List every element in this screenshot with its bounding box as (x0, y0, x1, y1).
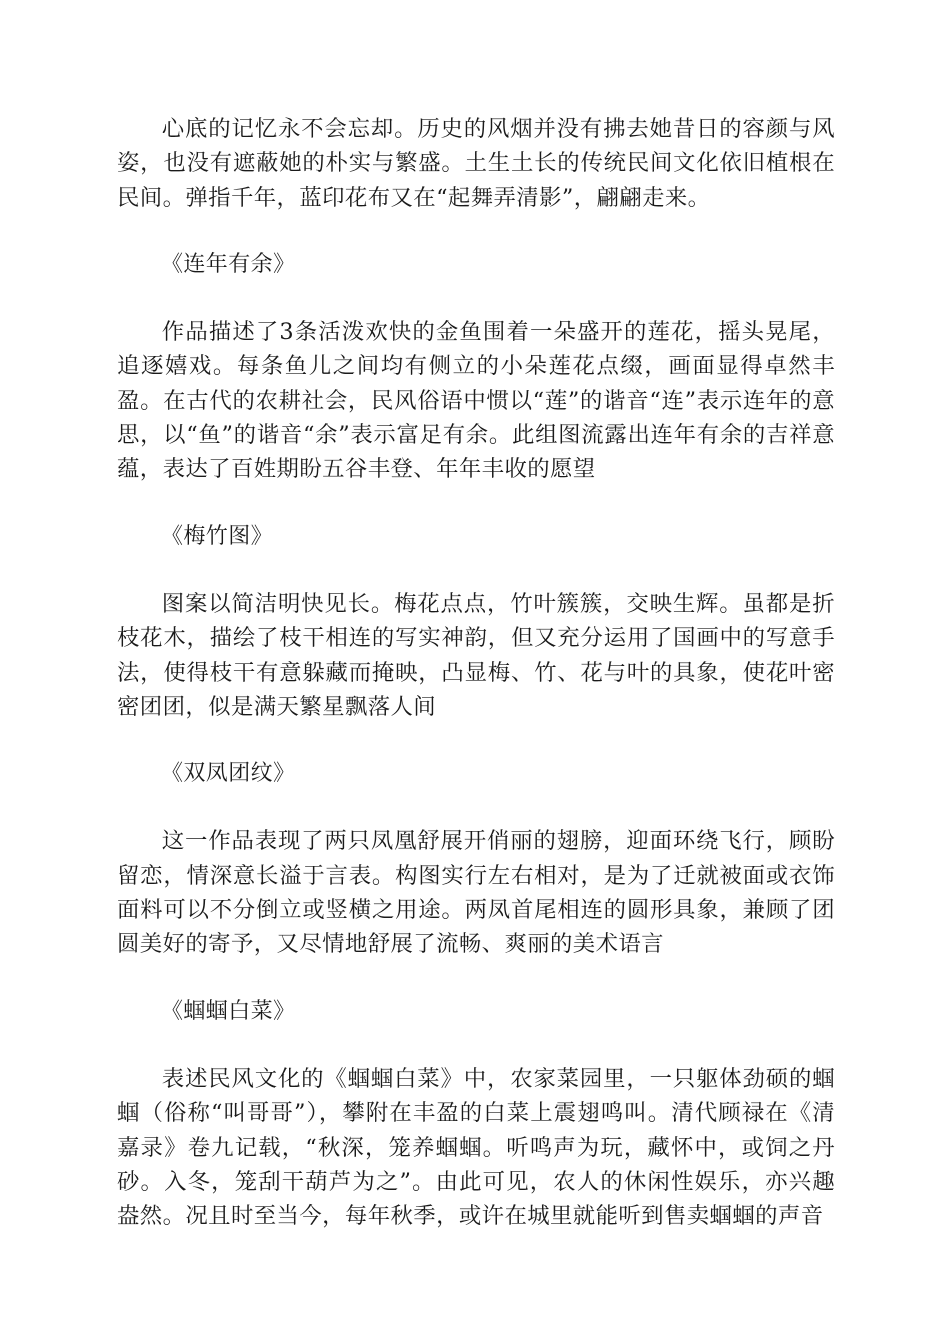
section-heading-meizhu: 《梅竹图》 (161, 523, 274, 549)
paragraph-meizhu: 图案以简洁明快见长。梅花点点，竹叶簇簇，交映生辉。虽都是折枝花木，描绘了枝干相连的写实神韵，但又充分运用了国画中的写意手法，使得枝干有意躲藏而掩映，凸显梅、竹、花与叶的具象，使花叶密密团团，似是满天繁星飘落人间 (117, 590, 835, 720)
section-heading-lianian: 《连年有余》 (161, 251, 296, 277)
paragraph-guoguo: 表述民风文化的《蝈蝈白菜》中，农家菜园里，一只躯体劲硕的蝈蝈（俗称“叫哥哥”），攀附在丰盈的白菜上震翅鸣叫。清代顾禄在《清嘉录》卷九记载，“秋深，笼养蝈蝈。听鸣声为玩，藏怀中，或饲之丹砂。入冬，笼刮干葫芦为之”。由此可见，农人的休闲性娱乐，亦兴趣盎然。况且时至当今，每年秋季，或许在城里就能听到售卖蝈蝈的声音 (117, 1065, 835, 1230)
paragraph-lianian: 作品描述了3条活泼欢快的金鱼围着一朵盛开的莲花，摇头晃尾，追逐嬉戏。每条鱼儿之间均有侧立的小朵莲花点缀，画面显得卓然丰盈。在古代的农耕社会，民风俗语中惯以“莲”的谐音“连”表示连年的意思，以“鱼”的谐音“余”表示富足有余。此组图流露出连年有余的吉祥意蕴，表达了百姓期盼五谷丰登、年年丰收的愿望 (117, 319, 835, 483)
paragraph-intro: 心底的记忆永不会忘却。历史的风烟并没有拂去她昔日的容颜与风姿，也没有遮蔽她的朴实与繁盛。土生土长的传统民间文化依旧植根在民间。弹指千年，蓝印花布又在“起舞弄清影”，翩翩走来。 (117, 116, 835, 211)
document-body (117, 112, 835, 1233)
section-heading-guoguo: 《蝈蝈白菜》 (161, 998, 296, 1024)
paragraph-shuangfeng: 这一作品表现了两只凤凰舒展开俏丽的翅膀，迎面环绕飞行，顾盼留恋，情深意长溢于言表。构图实行左右相对，是为了迁就被面或衣饰面料可以不分倒立或竖横之用途。两凤首尾相连的圆形具象，兼顾了团圆美好的寄予，又尽情地舒展了流畅、爽丽的美术语言 (117, 828, 835, 958)
section-heading-shuangfeng: 《双凤团纹》 (161, 761, 296, 787)
